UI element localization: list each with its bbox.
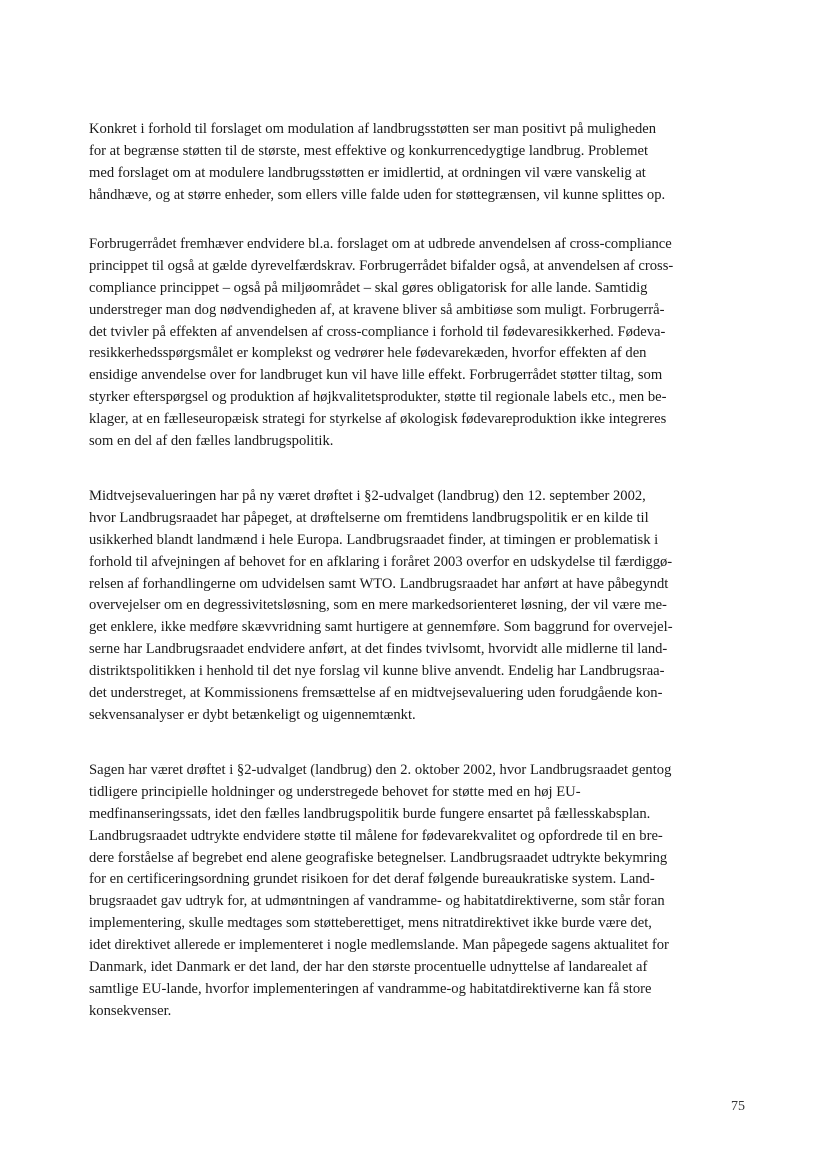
text-line: styrker efterspørgsel og produktion af højkvalitetsprodukter, støtte til regionale labels etc., men be- xyxy=(89,389,667,406)
text-line: klager, at en fælleseuropæisk strategi for styrkelse af økologisk fødevareproduktion ikke integreres xyxy=(89,411,667,428)
text-line: usikkerhed blandt landmænd i hele Europa. Landbrugsraadet finder, at timingen er problematisk i xyxy=(89,531,659,548)
text-line: distriktspolitikken i henhold til det nye forslag vil kunne blive anvendt. Endelig har Landbrugsraa- xyxy=(89,663,665,680)
page-number: 75 xyxy=(731,1099,745,1114)
text-line: forhold til afvejningen af behovet for en afklaring i foråret 2003 overfor en udskydelse til færdiggø- xyxy=(89,553,673,570)
text-line: implementering, skulle medtages som støtteberettiget, mens nitratdirektivet ikke burde være det, xyxy=(89,915,652,932)
text-line: Forbrugerrådet fremhæver endvidere bl.a. forslaget om at udbrede anvendelsen af cross-compliance xyxy=(89,236,672,252)
paragraph-midtvejsevaluering xyxy=(89,486,759,727)
text-line: relsen af forhandlingerne om udvidelsen samt WTO. Landbrugsraadet har anført at have påbegyndt xyxy=(89,575,669,592)
text-line: princippet til også at gælde dyrevelfærdskrav. Forbrugerrådet bifalder også, at anvendelsen af cross- xyxy=(89,257,674,274)
text-line: det tvivler på effekten af anvendelsen af cross-compliance i forhold til fødevaresikkerhed. Fødeva- xyxy=(89,323,666,340)
text-line: medfinanseringssats, idet den fælles landbrugspolitik burde fungere ensartet på fællesskabsplan. xyxy=(89,805,651,822)
text-line: hvor Landbrugsraadet har påpeget, at drøftelserne om fremtidens landbrugspolitik er en kilde til xyxy=(89,509,649,526)
text-line: det understreget, at Kommissionens fremsættelse af en midtvejsevaluering uden forudgående kon- xyxy=(89,685,663,702)
text-line: resikkerhedsspørgsmålet er komplekst og vedrører hele fødevarekæden, hvorfor effekten af den xyxy=(89,345,647,362)
text-line: håndhæve, og at større enheder, som ellers ville falde uden for støttegrænsen, vil kunne splittes op. xyxy=(89,186,666,203)
text-line: Danmark, idet Danmark er det land, der har den største procentuelle udnyttelse af landarealet af xyxy=(89,959,648,976)
text-line: Konkret i forhold til forslaget om modulation af landbrugsstøtten ser man positivt på muligheden xyxy=(89,121,657,137)
text-line: for at begrænse støtten til de største, mest effektive og konkurrencedygtige landbrug. Problemet xyxy=(89,142,649,159)
text-line: idet direktivet allerede er implementeret i nogle medlemslande. Man påpegede sagens aktualitet for xyxy=(89,937,669,954)
text-line: dere forståelse af begrebet end alene geografiske betegnelser. Landbrugsraadet udtrykte bekymring xyxy=(89,849,668,866)
text-line: for en certificeringsordning grundet risikoen for det deraf følgende bureaukratiske system. Land- xyxy=(89,871,655,888)
text-line: compliance princippet – også på miljøområdet – skal gøres obligatorisk for alle lande. Samtidig xyxy=(89,279,648,296)
text-line: som en del af den fælles landbrugspolitik. xyxy=(89,433,334,450)
text-line: sekvensanalyser er dybt betænkeligt og uigennemtænkt. xyxy=(89,706,416,723)
text-line: tidligere principielle holdninger og understregede behovet for støtte med en høj EU- xyxy=(89,783,581,800)
text-line: med forslaget om at modulere landbrugsstøtten er imidlertid, at ordningen vil være vanskelig at xyxy=(89,164,646,181)
text-line: get enklere, ikke medføre skævvridning samt hurtigere at gennemføre. Som baggrund for overvejel- xyxy=(89,619,673,636)
text-line: serne har Landbrugsraadet endvidere anført, at det findes tvivlsomt, hvorvidt alle midlerne til land- xyxy=(89,641,668,658)
text-line: brugsraadet gav udtryk for, at udmøntningen af vandramme- og habitatdirektiverne, som står foran xyxy=(89,893,665,910)
text-line: samtlige EU-lande, hvorfor implementeringen af vandramme-og habitatdirektiverne kan få store xyxy=(89,980,652,997)
paragraph-landbrugsraadet xyxy=(89,760,759,1023)
text-line: Midtvejsevalueringen har på ny været drøftet i §2-udvalget (landbrug) den 12. september 2002, xyxy=(89,488,646,504)
paragraph-modulation xyxy=(89,119,759,207)
text-line: konsekvenser. xyxy=(89,1002,172,1019)
text-line: Landbrugsraadet udtrykte endvidere støtte til målene for fødevarekvalitet og opfordrede til en bre- xyxy=(89,827,663,844)
paragraph-cross-compliance xyxy=(89,234,759,453)
text-line: understreger man dog nødvendigheden af, at kravene bliver så ambitiøse som muligt. Forbrugerrå- xyxy=(89,301,665,318)
text-line: Sagen har været drøftet i §2-udvalget (landbrug) den 2. oktober 2002, hvor Landbrugsraadet gentog xyxy=(89,762,672,778)
text-line: ensidige anvendelse over for landbruget kun vil have lille effekt. Forbrugerrådet støtter tiltag, som xyxy=(89,367,663,384)
text-line: overvejelser om en degressivitetsløsning, som en mere markedsorienteret løsning, der vil være me- xyxy=(89,597,667,614)
